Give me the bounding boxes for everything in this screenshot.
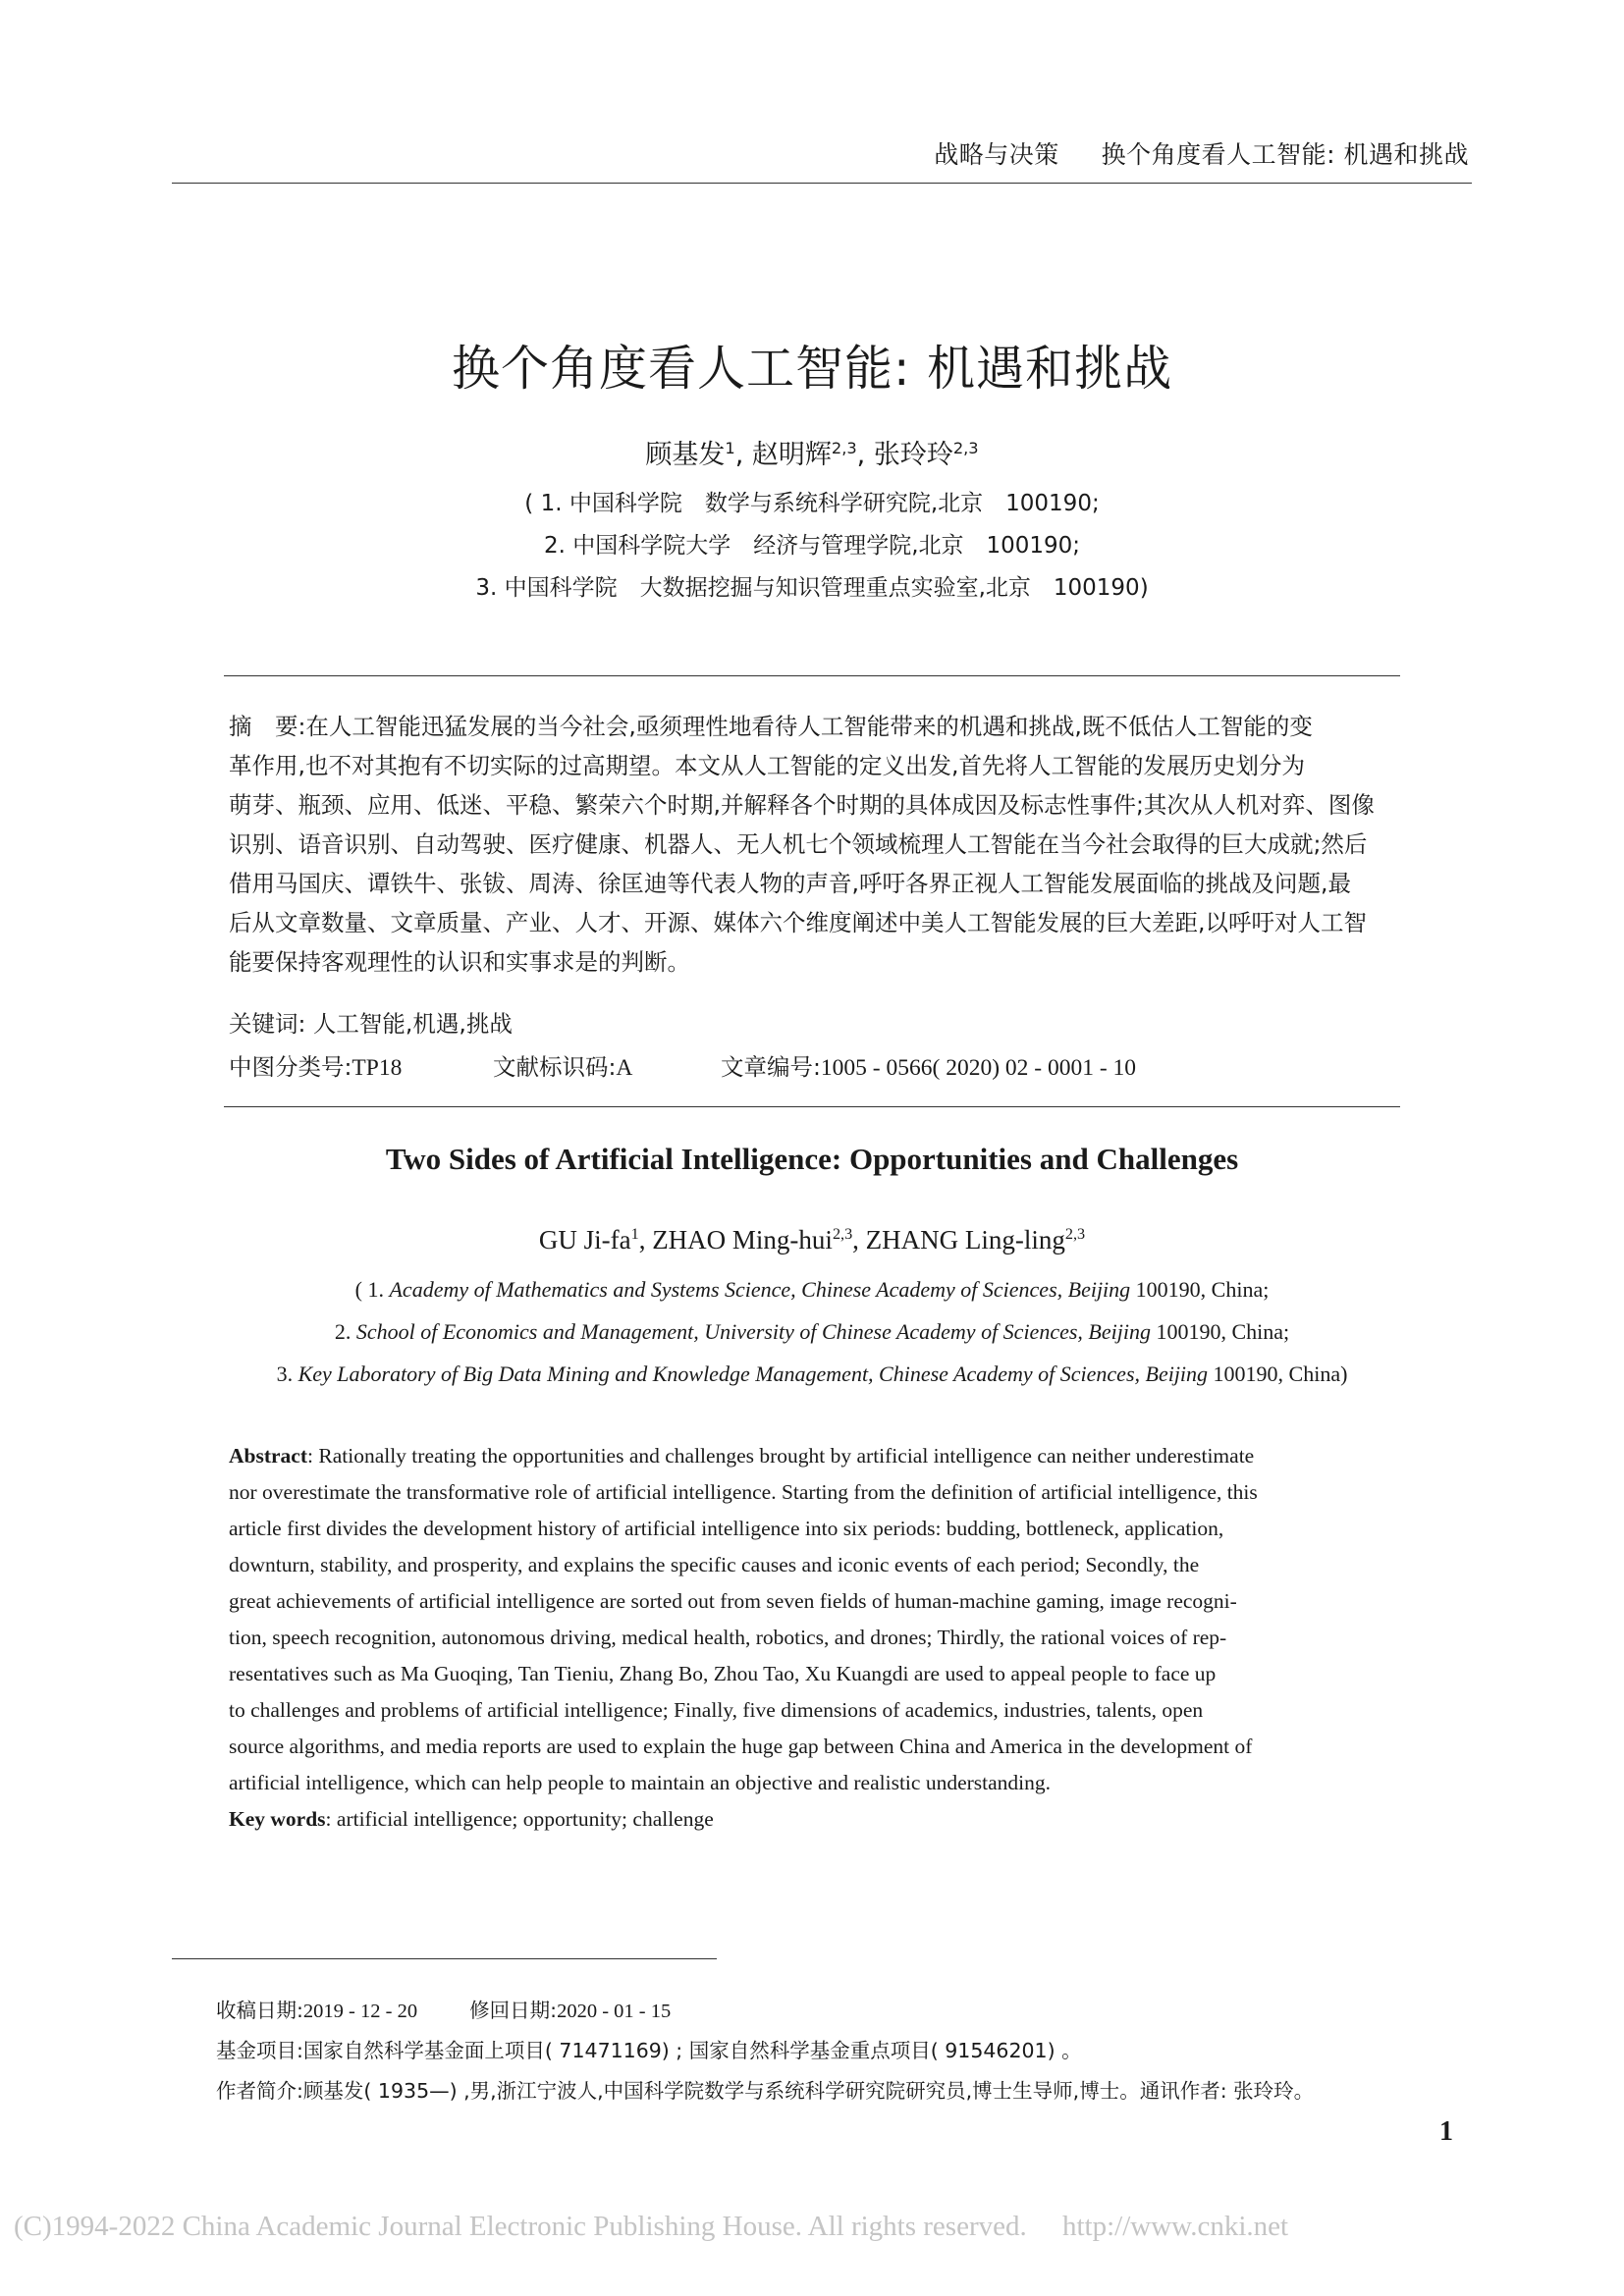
- cn-abstract-line: 后从文章数量、文章质量、产业、人才、开源、媒体六个维度阐述中美人工智能发展的巨大差距,以呼吁对人工智: [229, 909, 1367, 936]
- en-author-1: GU $Ji-fa^1$,: [538, 1225, 646, 1255]
- cn-author-2: 赵明辉$^{2,3}$,: [751, 439, 866, 470]
- en-abstract: [229, 1438, 1415, 1838]
- en-abstract-line: article first divides the development history of artificial intelligence into six periods: budding, bottleneck, application,: [229, 1517, 1224, 1540]
- footnote-rule: [172, 1958, 717, 1959]
- cn-author-3: 张玲玲$^{2,3}$: [873, 439, 979, 470]
- en-abstract-line: resentatives such as Ma Guoqing, Tan Tieniu, Zhang Bo, Zhou Tao, Xu Kuangdi are used to appeal people to face up: [229, 1662, 1217, 1685]
- author-bio-label: 作者简介:: [216, 2079, 303, 2103]
- fund-value: 国家自然科学基金面上项目( 71471169) ; 国家自然科学基金重点项目( 91546201) 。: [302, 2039, 1082, 2062]
- cn-author-1: 顾基发$^1$,: [645, 439, 744, 470]
- header-rule: [172, 183, 1472, 184]
- cn-abstract-label: 摘 要:: [229, 713, 306, 740]
- cn-affiliation-2: 2. 中国科学院大学 经济与管理学院,北京 100190;: [543, 533, 1081, 559]
- cn-abstract-line: 识别、语音识别、自动驾驶、医疗健康、机器人、无人机七个领域梳理人工智能在当今社会取得的巨大成就;然后: [229, 830, 1368, 858]
- cn-abstract: [229, 707, 1403, 982]
- cn-title: 换个角度看人工智能: 机遇和挑战: [451, 341, 1173, 397]
- en-abstract-line: source algorithms, and media reports are used to explain the huge gap between China and America in the development of: [229, 1735, 1253, 1758]
- en-abstract-line: great achievements of artificial intelligence are sorted out from seven fields of human-machine gaming, image recogni-: [229, 1589, 1237, 1613]
- en-keywords-value: : artificial intelligence; opportunity; challenge: [325, 1807, 714, 1831]
- en-abstract-line: to challenges and problems of artificial intelligence; Finally, five dimensions of academics, industries, talents, open: [229, 1698, 1204, 1722]
- copyright-notice: (C)1994-2022 China Academic Journal Electronic Publishing House. All rights reserved. http://www.cnki.net: [14, 2211, 1289, 2242]
- cn-article-no: [721, 1048, 1136, 1082]
- en-abstract-line: artificial intelligence, which can help people to maintain an objective and realistic understanding.: [229, 1771, 1051, 1794]
- en-keywords: [229, 1801, 1415, 1838]
- en-abstract-line: nor overestimate the transformative role of artificial intelligence. Starting from the definition of artificial intelligence, this: [229, 1480, 1258, 1504]
- doc-code-value: A: [616, 1055, 633, 1081]
- cn-keywords-value: 人工智能,机遇,挑战: [312, 1010, 513, 1038]
- revised-label: 修回日期:: [469, 1999, 558, 2022]
- cn-abstract-line: 能要保持客观理性的认识和实事求是的判断。: [229, 948, 690, 976]
- en-author-3: ZHANG Ling-ling$^{2,3}$: [865, 1225, 1086, 1255]
- en-title: Two Sides of Artificial Intelligence: Opportunities and Challenges: [385, 1142, 1239, 1176]
- cn-abstract-top-rule: [224, 675, 1400, 676]
- cn-abstract-bottom-rule: [224, 1106, 1400, 1107]
- cn-abstract-line: 革作用,也不对其抱有不切实际的过高期望。本文从人工智能的定义出发,首先将人工智能的发展历史划分为: [229, 752, 1305, 779]
- en-abstract-label: Abstract: [229, 1444, 308, 1468]
- fund-label: 基金项目:: [216, 2039, 303, 2062]
- en-affiliation-1: ( 1. Academy of Mathematics and Systems Science, Chinese Academy of Sciences, Beijing 100190, China;: [354, 1277, 1270, 1302]
- en-keywords-label: Key words: [229, 1807, 326, 1831]
- running-header: [934, 135, 1469, 171]
- cn-abstract-line: 摘 要:在人工智能迅猛发展的当今社会,亟须理性地看待人工智能带来的机遇和挑战,既不低估人工智能的变: [229, 713, 1313, 740]
- doc-code-label: 文献标识码:: [493, 1053, 617, 1081]
- running-header-title: 换个角度看人工智能: 机遇和挑战: [1101, 140, 1469, 169]
- cn-authors: [0, 433, 1624, 471]
- en-affiliation-3: 3. Key Laboratory of Big Data Mining and Knowledge Management, Chinese Academy of Sciences, Beijing 100190, China): [276, 1362, 1348, 1386]
- en-author-2: ZHAO Ming-hui$^{2,3}$,: [652, 1225, 859, 1255]
- cn-affiliation-3: 3. 中国科学院 大数据挖掘与知识管理重点实验室,北京 100190): [475, 575, 1149, 601]
- page-number: 1: [1439, 2116, 1453, 2147]
- en-abstract-line: Abstract: Rationally treating the opportunities and challenges brought by artificial intelligence can neither underestimate: [229, 1444, 1255, 1468]
- cn-doc-code: [493, 1048, 632, 1082]
- en-abstract-line: downturn, stability, and prosperity, and explains the specific causes and iconic events of each period; Secondly, the: [229, 1553, 1200, 1576]
- footnote-dates: [216, 1994, 671, 2023]
- cn-abstract-line: 萌芽、瓶颈、应用、低迷、平稳、繁荣六个时期,并解释各个时期的具体成因及标志性事件;其次从人机对弈、图像: [229, 791, 1375, 819]
- clc-value: TP18: [352, 1055, 403, 1081]
- cn-abstract-line: 借用马国庆、谭铁牛、张钹、周涛、徐匡迪等代表人物的声音,呼吁各界正视人工智能发展面临的挑战及问题,最: [229, 870, 1351, 897]
- footnote-fund: [216, 2034, 1082, 2063]
- footnote-author: [216, 2074, 1314, 2104]
- article-no-label: 文章编号:: [721, 1053, 821, 1081]
- received-label: 收稿日期:: [216, 1999, 303, 2022]
- running-header-section: 战略与决策: [934, 140, 1059, 169]
- en-abstract-line: tion, speech recognition, autonomous driving, medical health, robotics, and drones; Thirdly, the rational voices of rep-: [229, 1626, 1227, 1649]
- cn-keywords: [229, 1005, 513, 1039]
- revised-date: 2020 - 01 - 15: [557, 2001, 672, 2022]
- author-bio-value: 顾基发( 1935—) ,男,浙江宁波人,中国科学院数学与系统科学研究院研究员,博士生导师,博士。通讯作者: 张玲玲。: [302, 2079, 1315, 2103]
- cn-affiliation-1: ( 1. 中国科学院 数学与系统科学研究院,北京 100190;: [524, 491, 1100, 516]
- article-no-value: 1005 - 0566( 2020) 02 - 0001 - 10: [820, 1055, 1137, 1081]
- cn-classification: [229, 1048, 402, 1082]
- received-date: 2019 - 12 - 20: [302, 2001, 418, 2022]
- en-authors: [0, 1225, 1624, 1255]
- clc-label: 中图分类号:: [229, 1053, 352, 1081]
- en-affiliation-2: 2. School of Economics and Management, University of Chinese Academy of Sciences, Beijing 100190, China;: [334, 1319, 1290, 1344]
- cn-keywords-label: 关键词:: [229, 1010, 306, 1038]
